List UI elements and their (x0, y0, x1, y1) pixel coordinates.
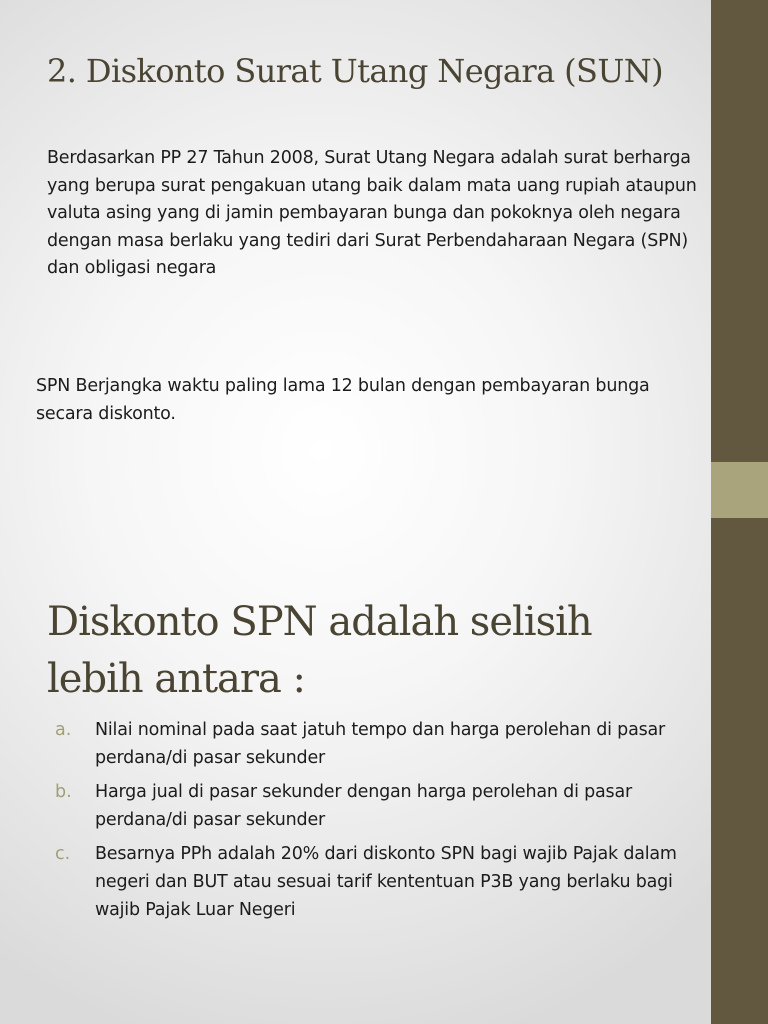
list-marker: a. (55, 720, 72, 740)
section-heading: Diskonto SPN adalah selisih lebih antara : (47, 599, 592, 702)
definition-paragraph: Berdasarkan PP 27 Tahun 2008, Surat Utang Negara adalah surat berharga yang berupa surat pengakuan utang baik dalam mata uang rupiah ataupun valuta asing yang di jamin pembayaran bunga dan pokoknya oleh negara dengan masa berlaku yang tediri dari Surat Perbendaharaan Negara (SPN) dan obligasi negara (47, 148, 697, 278)
list-marker: b. (55, 782, 72, 802)
list-marker: c. (55, 844, 71, 864)
list-item-a (55, 716, 695, 772)
list-item-text: Harga jual di pasar sekunder dengan harga perolehan di pasar perdana/di pasar sekunder (95, 782, 632, 830)
list-item-c (55, 840, 695, 924)
list-item-b (55, 778, 695, 834)
list-item-text: Nilai nominal pada saat jatuh tempo dan harga perolehan di pasar perdana/di pasar sekunder (95, 720, 666, 768)
list-item-text: Besarnya PPh adalah 20% dari diskonto SPN bagi wajib Pajak dalam negeri dan BUT atau sesuai tarif kententuan P3B yang berlaku bagi wajib Pajak Luar Negeri (95, 844, 677, 920)
criteria-list (55, 716, 695, 930)
side-accent-block (711, 462, 768, 518)
spn-note: SPN Berjangka waktu paling lama 12 bulan dengan pembayaran bunga secara diskonto. (36, 376, 650, 424)
slide-title: 2. Diskonto Surat Utang Negara (SUN) (47, 52, 663, 90)
